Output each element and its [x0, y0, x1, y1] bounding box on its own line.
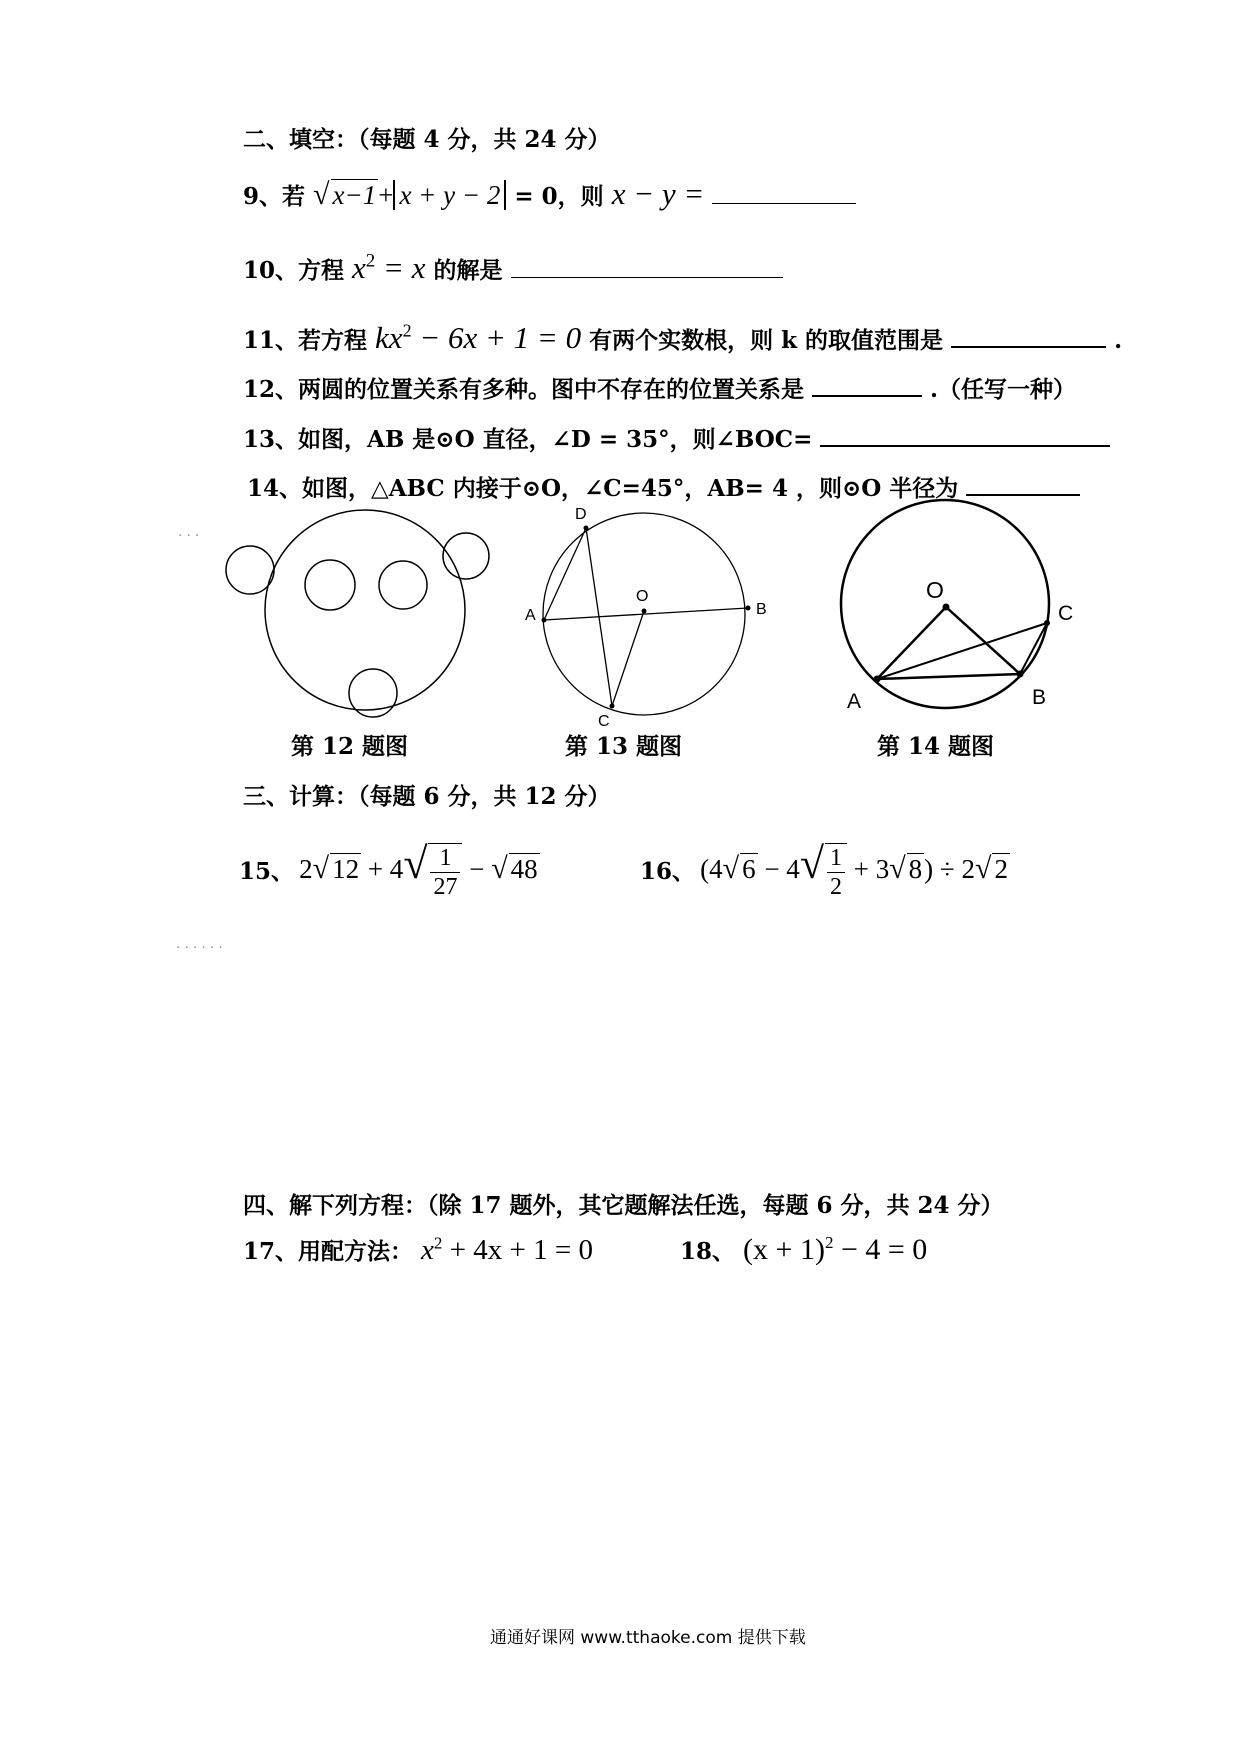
- section-2-heading: 二、填空：（每题 4 分，共 24 分）: [243, 126, 611, 153]
- question-14-text: 14、如图，△ABC 内接于⊙O，∠C=45°，AB= 4 ，则⊙O 半径为: [247, 475, 959, 502]
- question-9-expr: x − y =: [611, 176, 705, 211]
- fig14-caption: 第 14 题图: [877, 733, 995, 760]
- fig13-label-b: B: [756, 601, 767, 618]
- question-11-number: 11、若方程: [243, 327, 368, 354]
- fig13-radius-oc: [612, 611, 644, 706]
- question-18-number: 18、: [680, 1238, 736, 1265]
- question-11-period: .: [1114, 327, 1123, 354]
- question-15: [239, 838, 540, 898]
- fig12-inner-circle-right: [379, 561, 427, 609]
- question-16: [640, 838, 1010, 898]
- question-15-number: 15、: [239, 857, 295, 885]
- question-9-radicand: x−1: [332, 180, 377, 210]
- section-3-heading: 三、计算：（每题 6 分，共 12 分）: [243, 783, 611, 810]
- question-17-expr: $x^2 + 4x + 1 = 0$: [421, 1233, 593, 1266]
- question-11-tail: 有两个实数根，则 k 的取值范围是: [589, 327, 944, 354]
- fig14-segment-ob: [946, 607, 1020, 674]
- figure-13: [543, 513, 748, 715]
- question-9-plus: +: [378, 180, 394, 210]
- question-16-number: 16、: [640, 857, 696, 885]
- question-12-text: 12、两圆的位置关系有多种。图中不存在的位置关系是: [243, 376, 805, 403]
- scan-dots-2: ······: [176, 940, 227, 956]
- figure-12: [226, 510, 489, 717]
- scan-dots-1: ···: [178, 528, 204, 544]
- question-9-abs: x + y − 2: [393, 180, 506, 210]
- fig13-caption: 第 13 题图: [565, 733, 683, 760]
- question-17: [243, 1233, 593, 1267]
- fig12-big-circle: [265, 510, 465, 710]
- fig13-chord-da: [544, 528, 586, 620]
- question-16-expr: (4√ 6 − 4√ $\frac{1}{2}$ + 3√ 8) ÷ 2√ 2: [700, 839, 1008, 900]
- question-10-number: 10、方程: [243, 257, 345, 284]
- question-9-eq: = 0，则: [514, 183, 604, 210]
- fig14-label-o: O: [926, 577, 944, 603]
- fig14-segment-ab: [877, 674, 1020, 679]
- section-4-heading: 四、解下列方程：（除 17 题外，其它题解法任选，每题 6 分，共 24 分）: [243, 1192, 1004, 1219]
- question-17-number: 17、用配方法：: [243, 1238, 414, 1265]
- fig12-outer-circle-left: [226, 546, 274, 594]
- sqrt-symbol: √: [313, 178, 330, 211]
- question-12-tail: .（任写一种）: [930, 376, 1077, 403]
- fig14-label-a: A: [847, 690, 862, 713]
- question-10-tail: 的解是: [433, 257, 503, 284]
- question-11-expr: $kx^2 - 6x + 1 = 0$: [375, 320, 582, 355]
- question-10-expr: $x^2 = x$: [352, 250, 426, 285]
- figures-svg: [0, 0, 1240, 800]
- fig12-caption: 第 12 题图: [291, 733, 409, 760]
- fig13-label-c: C: [598, 713, 610, 730]
- question-13-text: 13、如图，AB 是⊙O 直径，∠D = 35°，则∠BOC=: [243, 426, 813, 453]
- footer-text: 通通好课网 www.tthaoke.com 提供下载: [490, 1628, 806, 1648]
- question-9-number: 9、若: [243, 183, 306, 210]
- fig12-inner-circle-left: [305, 560, 355, 610]
- fig14-label-c: C: [1058, 602, 1074, 625]
- fig13-label-d: D: [575, 506, 587, 523]
- fig13-label-a: A: [525, 607, 536, 624]
- fig13-label-o: O: [636, 588, 649, 605]
- question-15-expr: 2√ 12 + 4√ $\frac{1}{27}$ − √ 48: [299, 839, 538, 900]
- question-18-expr: $(x + 1)^2 - 4 = 0$: [743, 1233, 928, 1266]
- question-18: [680, 1233, 927, 1267]
- fig14-label-b: B: [1032, 686, 1047, 709]
